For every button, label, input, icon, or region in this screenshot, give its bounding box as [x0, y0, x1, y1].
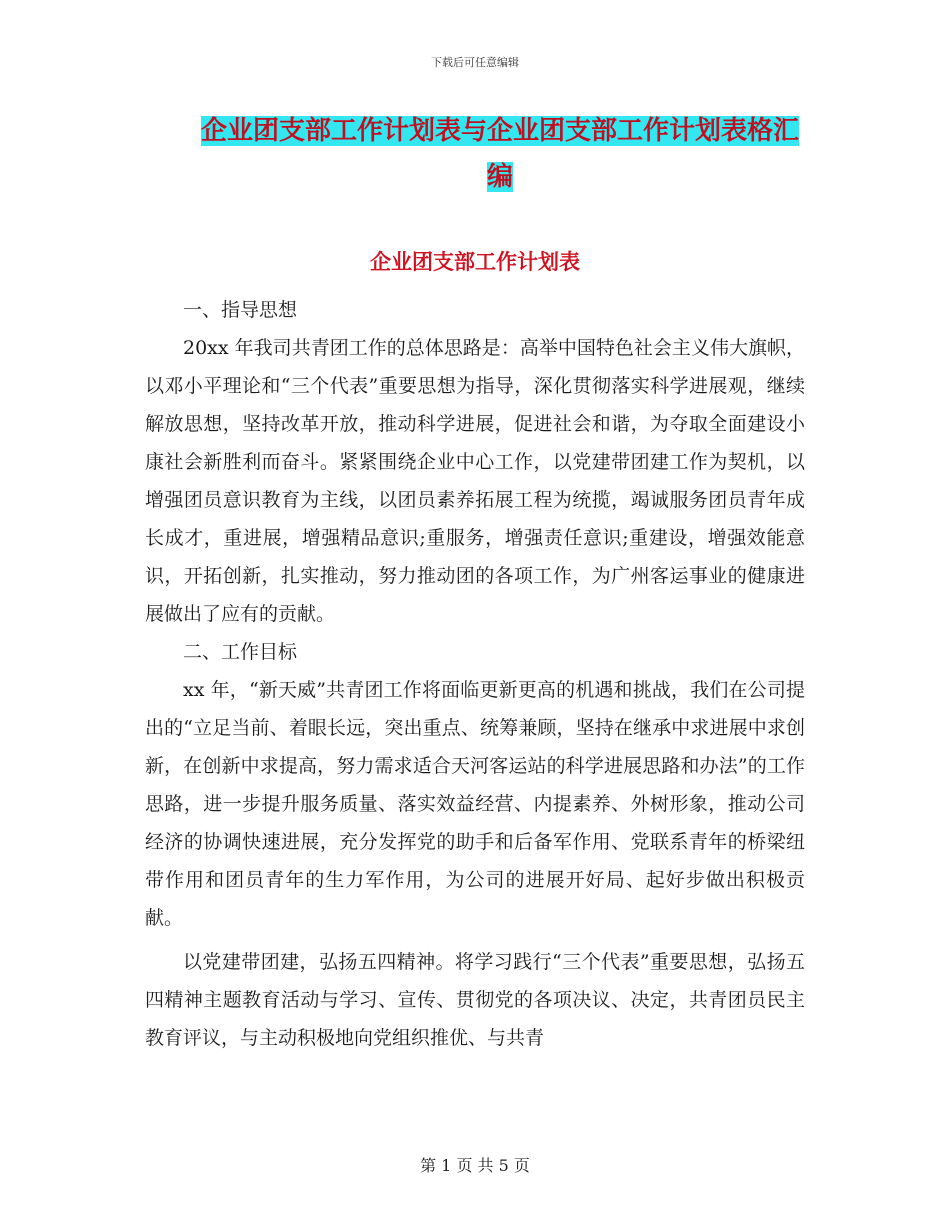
document-body — [145, 291, 805, 1057]
header-note: 下载后可任意编辑 — [431, 56, 519, 69]
page-footer: 第 1 页 共 5 页 — [420, 1156, 530, 1175]
section-title: 企业团支部工作计划表 — [370, 249, 580, 274]
section-heading-guiding-ideology: 一、指导思想 — [183, 299, 298, 321]
section-heading-work-goals: 二、工作目标 — [183, 641, 298, 663]
paragraph-work-goals: xx 年，“新天威”共青团工作将面临更新更高的机遇和挑战，我们在公司提出的“立足当前、着眼长远，突出重点、统筹兼顾，坚持在继承中求进展中求创新，在创新中求提高，努力需求适合天河客运站的科学进展思路和办法”的工作思路，进一步提升服务质量、落实效益经营、内提素养、外树形象，推动公司经济的协调快速进展，充分发挥党的助手和后备军作用、党联系青年的桥梁纽带作用和团员青年的生力军作用，为公司的进展开好局、起好步做出积极贡献。 — [145, 679, 805, 929]
paragraph-guiding-ideology: 20xx 年我司共青团工作的总体思路是：高举中国特色社会主义伟大旗帜，以邓小平理论和“三个代表”重要思想为指导，深化贯彻落实科学进展观，继续解放思想，坚持改革开放，推动科学进展，促进社会和谐，为夺取全面建设小康社会新胜利而奋斗。紧紧围绕企业中心工作，以党建带团建工作为契机，以增强团员意识教育为主线，以团员素养拓展工程为统揽，竭诚服务团员青年成长成才，重进展，增强精品意识;重服务，增强责任意识;重建设，增强效能意识，开拓创新，扎实推动，努力推动团的各项工作，为广州客运事业的健康进展做出了应有的贡献。 — [145, 337, 805, 625]
document-title — [190, 108, 810, 200]
document-title-text: 企业团支部工作计划表与企业团支部工作计划表格汇编 — [200, 116, 799, 192]
paragraph-party-building: 以党建带团建，弘扬五四精神。将学习践行“三个代表”重要思想，弘扬五四精神主题教育活动与学习、宣传、贯彻党的各项决议、决定，共青团员民主教育评议，与主动积极地向党组织推优、与共青 — [145, 951, 805, 1049]
